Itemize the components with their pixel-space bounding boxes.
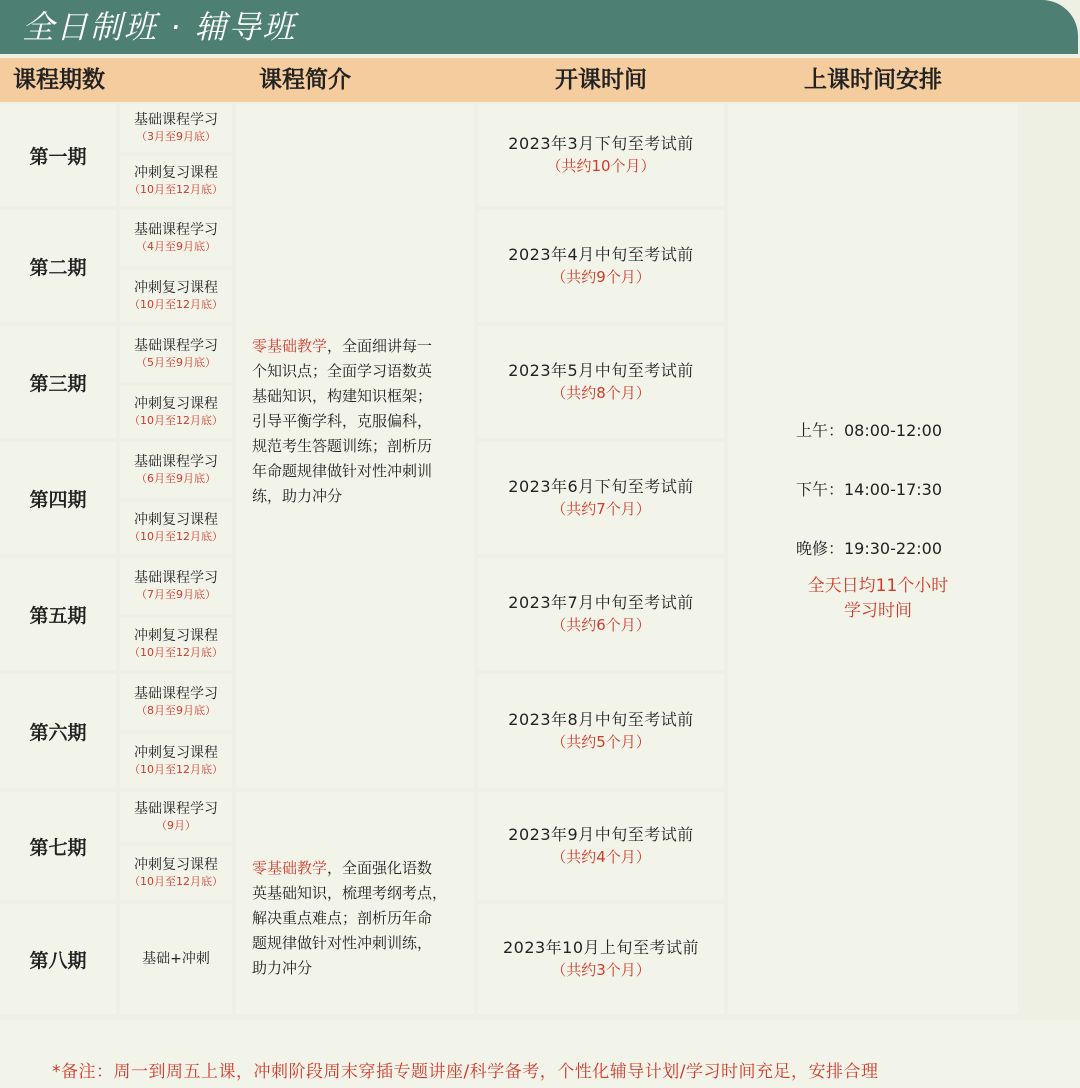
sub-course-cell: [120, 270, 232, 322]
sub-course-cell: [120, 618, 232, 670]
sub-course-range: （10月至12月底）: [129, 183, 223, 196]
sub-course-name: 冲刺复习课程: [134, 745, 218, 761]
sub-course-cell: [120, 558, 232, 614]
intro-highlight: 零基础教学: [252, 859, 328, 877]
sub-course-cell: [120, 326, 232, 382]
sub-course-cell: [120, 156, 232, 206]
term-cell-4: [0, 442, 116, 554]
header-start: 开课时间: [555, 67, 647, 93]
start-cell-4: [478, 442, 724, 554]
page-title: 全日制班 · 辅导班: [0, 0, 1078, 54]
sub-course-name: 基础课程学习: [134, 222, 218, 238]
start-cell-8: [478, 904, 724, 1014]
start-cell-7: [478, 792, 724, 900]
sub-course-name: 基础课程学习: [134, 801, 218, 817]
sub-course-cell: [120, 502, 232, 554]
intro-text-2: 零基础教学，全面强化语数 英基础知识，梳理考纲考点， 解决重点难点；剖析历年命 题规律做针对性冲刺训练， 助力冲分: [252, 859, 448, 977]
sub-course-cell: [120, 904, 232, 1014]
duration: （共约9个月）: [551, 268, 651, 286]
term-cell-1: [0, 104, 116, 206]
duration: （共约3个月）: [551, 961, 651, 979]
sub-course-cell: [120, 104, 232, 152]
duration: （共约10个月）: [546, 157, 656, 175]
sub-course-range: （7月至9月底）: [136, 588, 216, 601]
schedule-note: 全天日均11个小时 学习时间: [807, 576, 949, 621]
start-time: 2023年6月下旬至考试前: [508, 477, 694, 496]
duration: （共约7个月）: [551, 500, 651, 518]
term-label: 第七期: [29, 836, 87, 859]
sub-course-range: （10月至12月底）: [129, 763, 223, 776]
term-label: 第八期: [29, 949, 87, 972]
sub-course-range: （3月至9月底）: [136, 130, 216, 143]
term-label: 第三期: [29, 372, 87, 395]
sub-course-cell: [120, 386, 232, 438]
start-time: 2023年3月下旬至考试前: [508, 134, 694, 153]
term-cell-3: [0, 326, 116, 438]
sub-course-cell: [120, 442, 232, 498]
term-label: 第五期: [29, 604, 87, 627]
start-time: 2023年5月中旬至考试前: [508, 361, 694, 380]
footer-note: *备注：周一到周五上课，冲刺阶段周末穿插专题讲座/科学备考，个性化辅导计划/学习时间充足，安排合理: [52, 1062, 879, 1082]
schedule-afternoon: 下午：14:00-17:30: [796, 480, 942, 499]
sub-course-name: 基础+冲刺: [142, 951, 210, 967]
sub-course-range: （6月至9月底）: [136, 472, 216, 485]
intro-highlight: 零基础教学: [252, 337, 328, 355]
sub-course-cell: [120, 674, 232, 730]
header-term: 课程期数: [13, 67, 105, 93]
sub-course-range: （9月）: [156, 819, 196, 832]
term-cell-7: [0, 792, 116, 900]
duration: （共约5个月）: [551, 733, 651, 751]
sub-course-cell: [120, 846, 232, 900]
term-label: 第六期: [29, 721, 87, 744]
sub-course-name: 冲刺复习课程: [134, 628, 218, 644]
sub-course-range: （10月至12月底）: [129, 875, 223, 888]
sub-course-cell: [120, 792, 232, 842]
header-intro: 课程简介: [259, 67, 351, 93]
start-time: 2023年9月中旬至考试前: [508, 825, 694, 844]
sub-course-name: 基础课程学习: [134, 112, 218, 128]
start-time: 2023年4月中旬至考试前: [508, 245, 694, 264]
schedule-evening: 晚修：19:30-22:00: [796, 539, 942, 558]
start-time: 2023年8月中旬至考试前: [508, 710, 694, 729]
schedule-cell: [728, 104, 1018, 1014]
duration: （共约8个月）: [551, 384, 651, 402]
sub-course-name: 基础课程学习: [134, 454, 218, 470]
table-header: [0, 58, 1080, 102]
start-cell-5: [478, 558, 724, 670]
start-cell-6: [478, 674, 724, 788]
duration: （共约4个月）: [551, 848, 651, 866]
sub-course-name: 基础课程学习: [134, 338, 218, 354]
sub-course-range: （10月至12月底）: [129, 298, 223, 311]
sub-course-name: 基础课程学习: [134, 570, 218, 586]
start-time: 2023年7月中旬至考试前: [508, 593, 694, 612]
sub-course-range: （10月至12月底）: [129, 530, 223, 543]
sub-course-name: 冲刺复习课程: [134, 396, 218, 412]
sub-course-name: 冲刺复习课程: [134, 857, 218, 873]
schedule-morning: 上午：08:00-12:00: [796, 421, 942, 440]
sub-course-name: 冲刺复习课程: [134, 165, 218, 181]
intro-text-1: 零基础教学，全面细讲每一 个知识点；全面学习语数英 基础知识，构建知识框架； 引导平衡学科，克服偏科， 规范考生答题训练；剖析历 年命题规律做针对性冲刺训 练，助力冲分: [252, 337, 433, 505]
sub-course-name: 冲刺复习课程: [134, 512, 218, 528]
duration: （共约6个月）: [551, 616, 651, 634]
sub-course-range: （8月至9月底）: [136, 704, 216, 717]
term-cell-8: [0, 904, 116, 1014]
start-cell-2: [478, 210, 724, 322]
sub-course-range: （5月至9月底）: [136, 356, 216, 369]
start-time: 2023年10月上旬至考试前: [502, 938, 700, 957]
start-cell-1: [478, 104, 724, 206]
sub-course-name: 基础课程学习: [134, 686, 218, 702]
sub-course-cell: [120, 210, 232, 266]
term-label: 第二期: [29, 256, 87, 279]
start-cell-3: [478, 326, 724, 438]
term-cell-6: [0, 674, 116, 788]
header-schedule: 上课时间安排: [804, 67, 942, 93]
sub-course-cell: [120, 734, 232, 788]
sub-course-range: （4月至9月底）: [136, 240, 216, 253]
sub-course-name: 冲刺复习课程: [134, 280, 218, 296]
sub-course-range: （10月至12月底）: [129, 414, 223, 427]
term-label: 第一期: [29, 145, 87, 168]
term-cell-2: [0, 210, 116, 322]
sub-course-range: （10月至12月底）: [129, 646, 223, 659]
term-cell-5: [0, 558, 116, 670]
term-label: 第四期: [29, 488, 87, 511]
